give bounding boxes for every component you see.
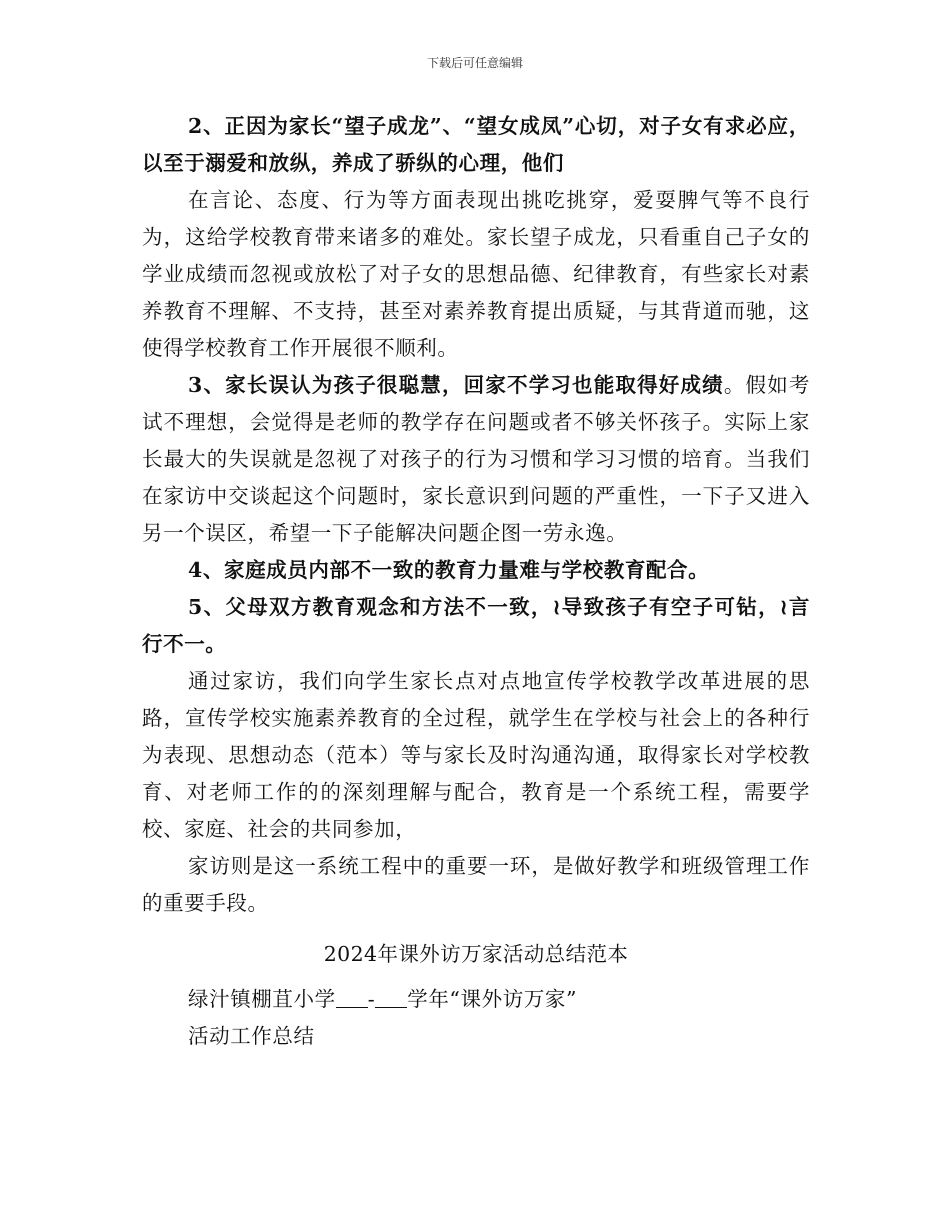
paragraph-point-3-detail: 。假如考试不理想，会觉得是老师的教学存在问题或者不够关怀孩子。实际上家长最大的失误就是忽视了对孩子的行为习惯和学习习惯的培育。当我们在家访中交谈起这个问题时，家长意识到问题的严重性，一下子又进入另一个误区，希望一下子能解决问题企图一劳永逸。	[142, 373, 810, 545]
paragraph-point-2: 2、正因为家长“望子成龙”、“望女成凤”心切，对子女有求必应，以至于溺爱和放纵，养成了骄纵的心理，他们	[142, 114, 810, 175]
paragraph-point-3-heading: 3、家长误认为孩子很聪慧，回家不学习也能取得好成绩	[188, 373, 724, 397]
section-title: 2024年课外访万家活动总结范本	[323, 942, 629, 966]
paragraph-point-2-detail: 在言论、态度、行为等方面表现出挑吃挑穿，爱耍脾气等不良行为，这给学校教育带来诸多的难处。家长望子成龙，只看重自己子女的学业成绩而忽视或放松了对子女的思想品德、纪律教育，有些家长对素养教育不理解、不支持，甚至对素养教育提出质疑，与其背道而驰，这使得学校教育工作开展很不顺利。	[142, 188, 810, 360]
document-body	[142, 108, 810, 1055]
section-subtitle-line-2: 活动工作总结	[188, 1024, 315, 1048]
page-header: 下载后可任意编辑	[426, 56, 523, 70]
activity-name: 学年“课外访万家”	[407, 987, 578, 1011]
paragraph-home-visit-conclusion: 家访则是这一系统工程中的重要一环，是做好教学和班级管理工作的重要手段。	[142, 854, 810, 915]
year-blank-start	[336, 1006, 368, 1008]
paragraph-point-4: 4、家庭成员内部不一致的教育力量难与学校教育配合。	[188, 558, 710, 582]
paragraph-point-3	[142, 367, 810, 552]
school-name: 绿汁镇棚苴小学	[188, 987, 336, 1011]
paragraph-point-5: 5、父母双方教育观念和方法不一致，≀导致孩子有空子可钻，≀言行不一。	[142, 595, 810, 656]
section-subtitle-line	[142, 981, 810, 1018]
year-blank-end	[375, 1006, 407, 1008]
year-dash: -	[367, 987, 376, 1011]
paragraph-home-visit: 通过家访，我们向学生家长点对点地宣传学校教学改革进展的思路，宣传学校实施素养教育的全过程，就学生在学校与社会上的各种行为表现、思想动态（范本）等与家长及时沟通沟通，取得家长对学校教育、对老师工作的的深刻理解与配合，教育是一个系统工程，需要学校、家庭、社会的共同参加，	[142, 669, 810, 841]
